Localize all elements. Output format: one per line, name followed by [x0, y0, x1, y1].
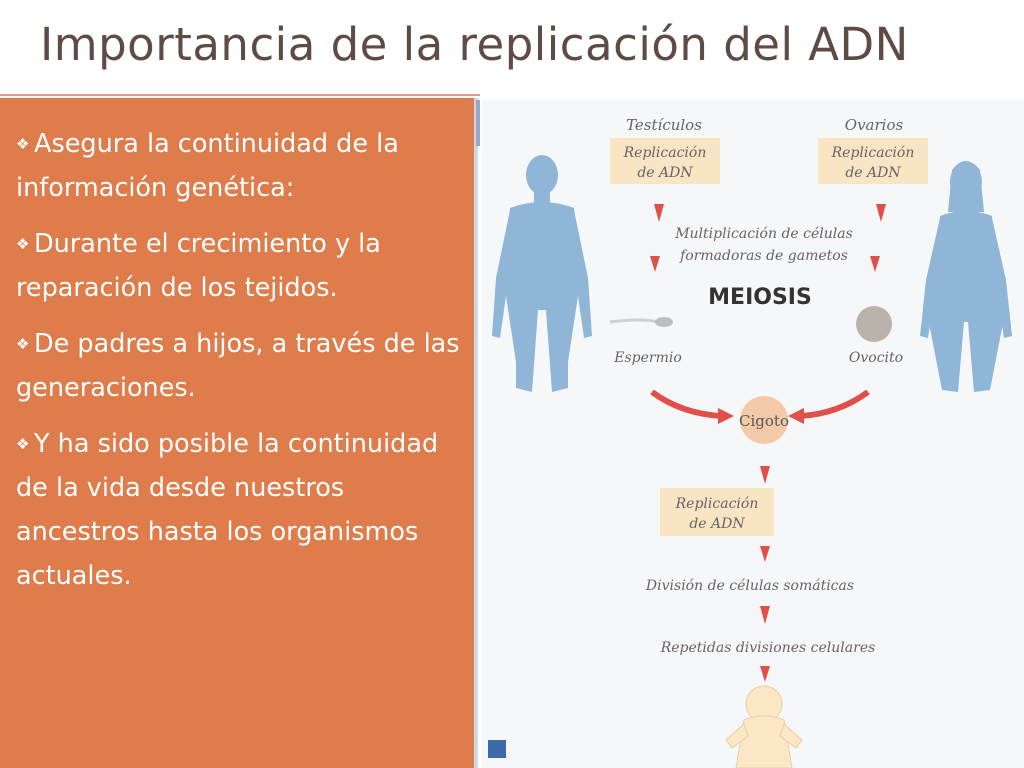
figure-border-accent [476, 100, 480, 146]
replication-center-line2: de ADN [689, 516, 745, 532]
testes-label: Testículos [626, 116, 702, 134]
multiplication-line1: Multiplicación de células [675, 226, 853, 242]
replication-center-line1: Replicación [675, 496, 759, 512]
replication-left-line2: de ADN [637, 165, 693, 181]
meiosis-label: MEIOSIS [708, 285, 812, 310]
repeated-divisions-label: Repetidas divisiones celulares [660, 640, 876, 656]
somatic-division-label: División de células somáticas [645, 578, 855, 594]
arrow-down-icon [760, 666, 770, 682]
male-body-icon [492, 155, 592, 392]
bullet-item [16, 422, 468, 598]
arrow-down-icon [870, 256, 880, 272]
baby-icon [726, 686, 802, 768]
ovum-label: Ovocito [848, 350, 904, 366]
replication-right-line1: Replicación [831, 145, 915, 161]
curved-arrow-left-icon [652, 392, 722, 416]
bullet-text: Y ha sido posible la continuidad de la vida desde nuestros ancestros hasta los organismos actuales. [16, 429, 439, 591]
replication-right-line2: de ADN [845, 165, 901, 181]
bullet-text: De padres a hijos, a través de las generaciones. [16, 329, 460, 403]
figure-border [474, 98, 478, 768]
slide-title: Importancia de la replicación del ADN [40, 18, 909, 71]
sperm-label: Espermio [614, 350, 682, 366]
dna-replication-figure [482, 100, 1024, 768]
arrow-down-icon [760, 606, 770, 624]
curved-arrow-right-icon [800, 392, 868, 416]
arrow-down-icon [760, 466, 770, 484]
diamond-bullet-icon: ❖ [16, 135, 30, 153]
ovaries-label: Ovarios [844, 116, 904, 134]
title-divider [0, 94, 480, 96]
arrow-down-icon [760, 546, 770, 562]
bullet-item [16, 222, 468, 310]
replication-left-line1: Replicación [623, 145, 707, 161]
bullet-text: Durante el crecimiento y la reparación de los tejidos. [16, 229, 381, 303]
diamond-bullet-icon: ❖ [16, 435, 30, 453]
diamond-bullet-icon: ❖ [16, 235, 30, 253]
bullet-list [16, 122, 468, 610]
arrow-down-icon [876, 204, 886, 222]
ovum-icon [856, 306, 892, 342]
female-body-icon [920, 161, 1012, 392]
bullet-item [16, 122, 468, 210]
diamond-bullet-icon: ❖ [16, 335, 30, 353]
multiplication-line2: formadoras de gametos [680, 248, 848, 264]
arrow-down-icon [654, 204, 664, 222]
arrow-down-icon [650, 256, 660, 272]
arrowhead-icon [718, 408, 734, 424]
zygote-label: Cigoto [739, 412, 789, 430]
slide-corner-marker [488, 740, 506, 758]
bullet-item [16, 322, 468, 410]
arrowhead-icon [788, 408, 804, 424]
sperm-icon [610, 317, 673, 327]
bullet-text: Asegura la continuidad de la información genética: [16, 129, 399, 203]
